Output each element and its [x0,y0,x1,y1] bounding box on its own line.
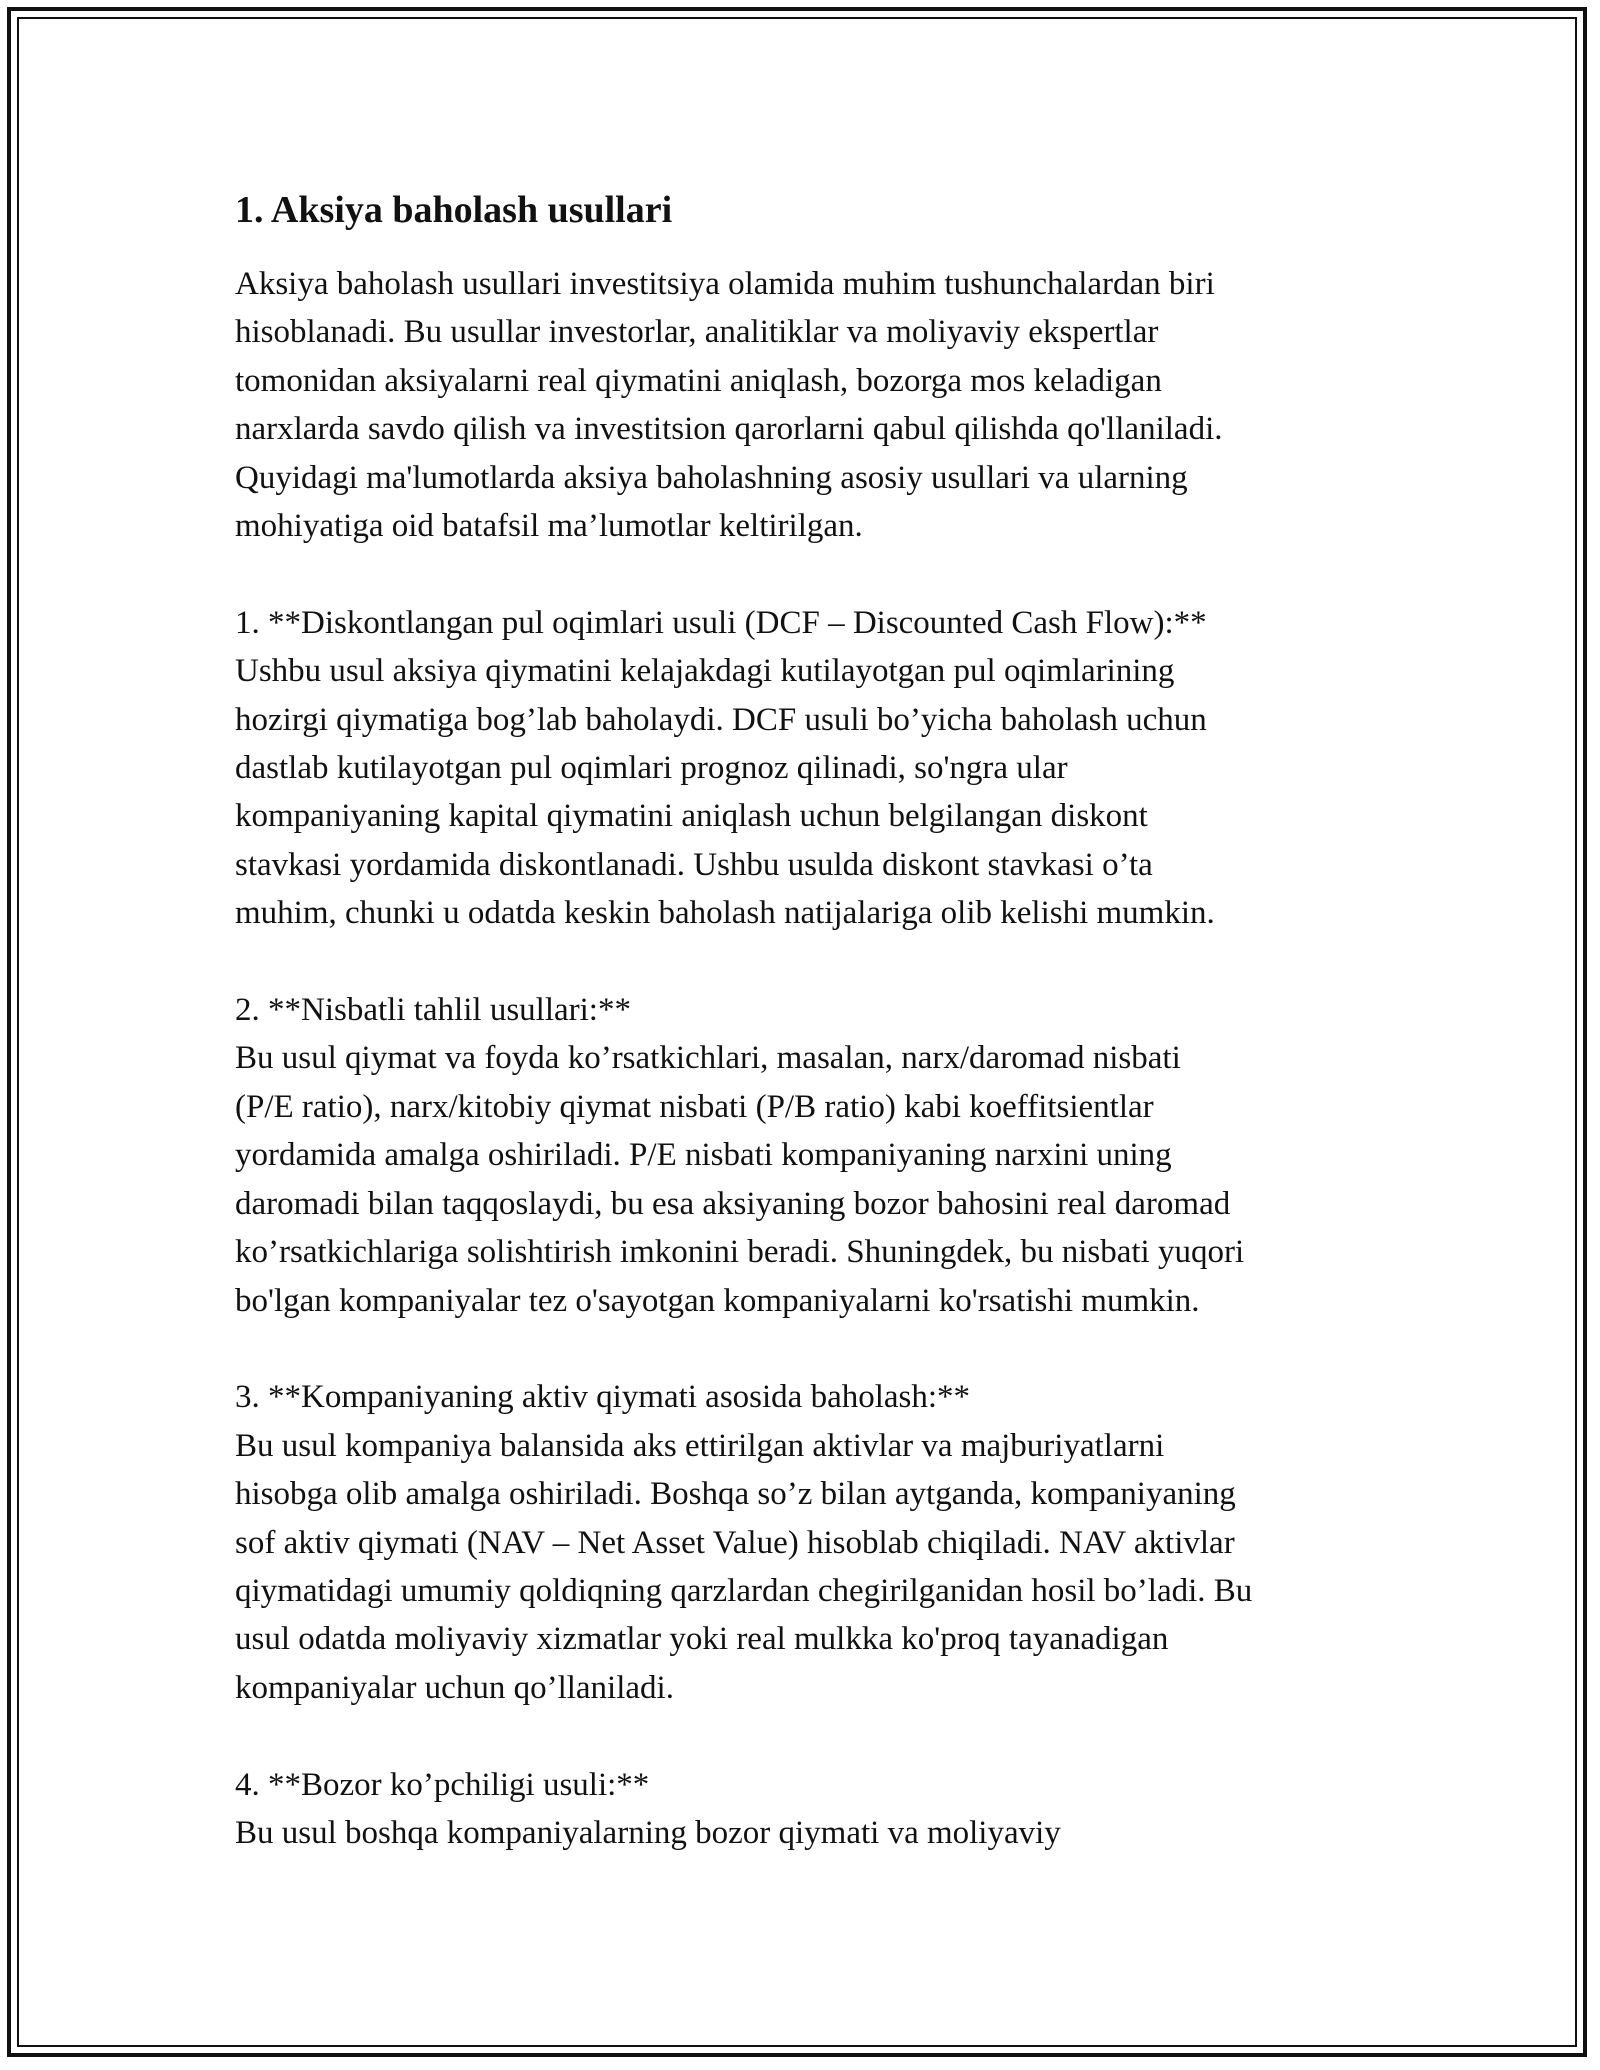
method-dcf-paragraph: 1. **Diskontlangan pul oqimlari usuli (DCF – Discounted Cash Flow):** Ushbu usul aksiya qiymatini kelajakdagi kutilayotgan pul oqimlarining hozirgi qiymatiga bog’lab baholaydi. DCF usuli bo’yicha baholash uchun dastlab kutilayotgan pul oqimlari prognoz qilinadi, so'ngra ular kompaniyaning kapital qiymatini aniqlash uchun belgilangan diskont stavkasi yordamida diskontlanadi. Ushbu usulda diskont stavkasi o’ta muhim, chunki u odatda keskin baholash natijalariga olib kelishi mumkin. [235,604,1215,932]
intro-paragraph: Aksiya baholash usullari investitsiya olamida muhim tushunchalardan biri hisoblanadi. Bu usullar investorlar, analitiklar va moliyaviy ekspertlar tomonidan aksiyalarni real qiymatini aniqlash, bozorga mos keladigan narxlarda savdo qilish va investitsion qarorlarni qabul qilishda qo'llaniladi. Quyidagi ma'lumotlarda aksiya baholashning asosiy usullari va ularning mohiyatiga oid batafsil ma’lumotlar keltirilgan. [235,266,1223,545]
method-market-paragraph: 4. **Bozor ko’pchiligi usuli:** Bu usul boshqa kompaniyalarning bozor qiymati va moliyaviy [235,1766,1061,1851]
section-heading: 1. Aksiya baholash usullari [235,189,673,231]
method-ratio-paragraph: 2. **Nisbatli tahlil usullari:** Bu usul qiymat va foyda ko’rsatkichlari, masalan, narx/daromad nisbati (P/E ratio), narx/kitobiy qiymat nisbati (P/B ratio) kabi koeffitsientlar yordamida amalga oshiriladi. P/E nisbati kompaniyaning narxini uning daromadi bilan taqqoslaydi, bu esa aksiyaning bozor bahosini real daromad ko’rsatkichlariga solishtirish imkonini beradi. Shuningdek, bu nisbati yuqori bo'lgan kompaniyalar tez o'sayotgan kompaniyalarni ko'rsatishi mumkin. [235,992,1245,1319]
document-body [235,186,1375,1857]
method-asset-paragraph: 3. **Kompaniyaning aktiv qiymati asosida baholash:** Bu usul kompaniya balansida aks ettirilgan aktivlar va majburiyatlarni hisobga olib amalga oshiriladi. Boshqa so’z bilan aytganda, kompaniyaning sof aktiv qiymati (NAV – Net Asset Value) hisoblab chiqiladi. NAV aktivlar qiymatidagi umumiy qoldiqning qarzlardan chegirilganidan hosil bo’ladi. Bu usul odatda moliyaviy xizmatlar yoki real mulkka ko'proq tayanadigan kompaniyalar uchun qo’llaniladi. [235,1379,1253,1706]
